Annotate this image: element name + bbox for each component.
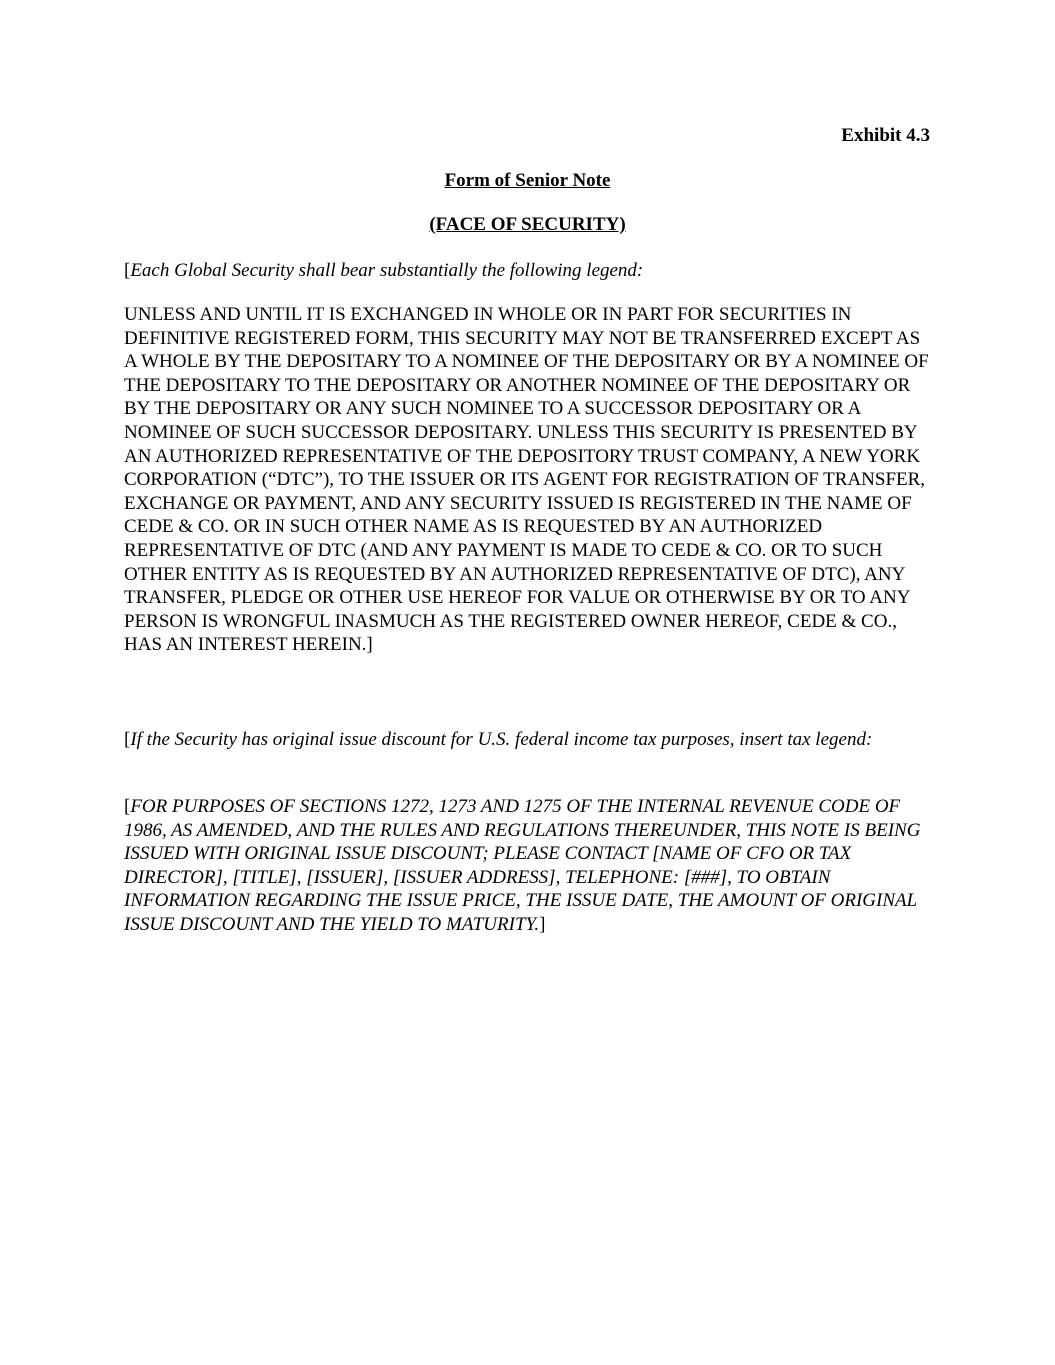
open-bracket: [ [124,729,131,750]
oid-intro [124,728,934,752]
oid-intro-text: If the Security has original issue discount for U.S. federal income tax purposes, insert tax legend: [130,729,873,750]
open-bracket: [ [124,260,131,281]
global-security-intro-text: Each Global Security shall bear substantially the following legend: [130,260,644,281]
form-title: Form of Senior Note [444,170,611,191]
close-bracket: ] [539,913,546,935]
oid-tax-legend [124,795,934,937]
exhibit-label: Exhibit 4.3 [841,125,930,146]
global-security-legend: UNLESS AND UNTIL IT IS EXCHANGED IN WHOLE OR IN PART FOR SECURITIES IN DEFINITIVE REGISTERED FORM, THIS SECURITY MAY NOT BE TRANSFERRED EXCEPT AS A WHOLE BY THE DEPOSITARY TO A NOMINEE OF THE DEPOSITARY OR BY A NOMINEE OF THE DEPOSITARY TO THE DEPOSITARY OR ANOTHER NOMINEE OF THE DEPOSITARY OR BY THE DEPOSITARY OR ANY SUCH NOMINEE TO A SUCCESSOR DEPOSITARY OR A NOMINEE OF SUCH SUCCESSOR DEPOSITARY. UNLESS THIS SECURITY IS PRESENTED BY AN AUTHORIZED REPRESENTATIVE OF THE DEPOSITORY TRUST COMPANY, A NEW YORK CORPORATION (“DTC”), TO THE ISSUER OR ITS AGENT FOR REGISTRATION OF TRANSFER, EXCHANGE OR PAYMENT, AND ANY SECURITY ISSUED IS REGISTERED IN THE NAME OF CEDE & CO. OR IN SUCH OTHER NAME AS IS REQUESTED BY AN AUTHORIZED REPRESENTATIVE OF DTC (AND ANY PAYMENT IS MADE TO CEDE & CO. OR TO SUCH OTHER ENTITY AS IS REQUESTED BY AN AUTHORIZED REPRESENTATIVE OF DTC), ANY TRANSFER, PLEDGE OR OTHER USE HEREOF FOR VALUE OR OTHERWISE BY OR TO ANY PERSON IS WRONGFUL INASMUCH AS THE REGISTERED OWNER HEREOF, CEDE & CO., HAS AN INTEREST HEREIN.] [124,304,929,656]
oid-tax-legend-text: FOR PURPOSES OF SECTIONS 1272, 1273 AND 1275 OF THE INTERNAL REVENUE CODE OF 1986, AS AMENDED, AND THE RULES AND REGULATIONS THEREUNDER, THIS NOTE IS BEING ISSUED WITH ORIGINAL ISSUE DISCOUNT; PLEASE CONTACT [NAME OF CFO OR TAX DIRECTOR], [TITLE], [ISSUER], [ISSUER ADDRESS], TELEPHONE: [###], TO OBTAIN INFORMATION REGARDING THE ISSUE PRICE, THE ISSUE DATE, THE AMOUNT OF ORIGINAL ISSUE DISCOUNT AND THE YIELD TO MATURITY. [124,796,921,935]
open-bracket: [ [124,796,131,817]
face-of-security-heading: (FACE OF SECURITY) [429,214,626,235]
global-security-intro [124,259,934,283]
